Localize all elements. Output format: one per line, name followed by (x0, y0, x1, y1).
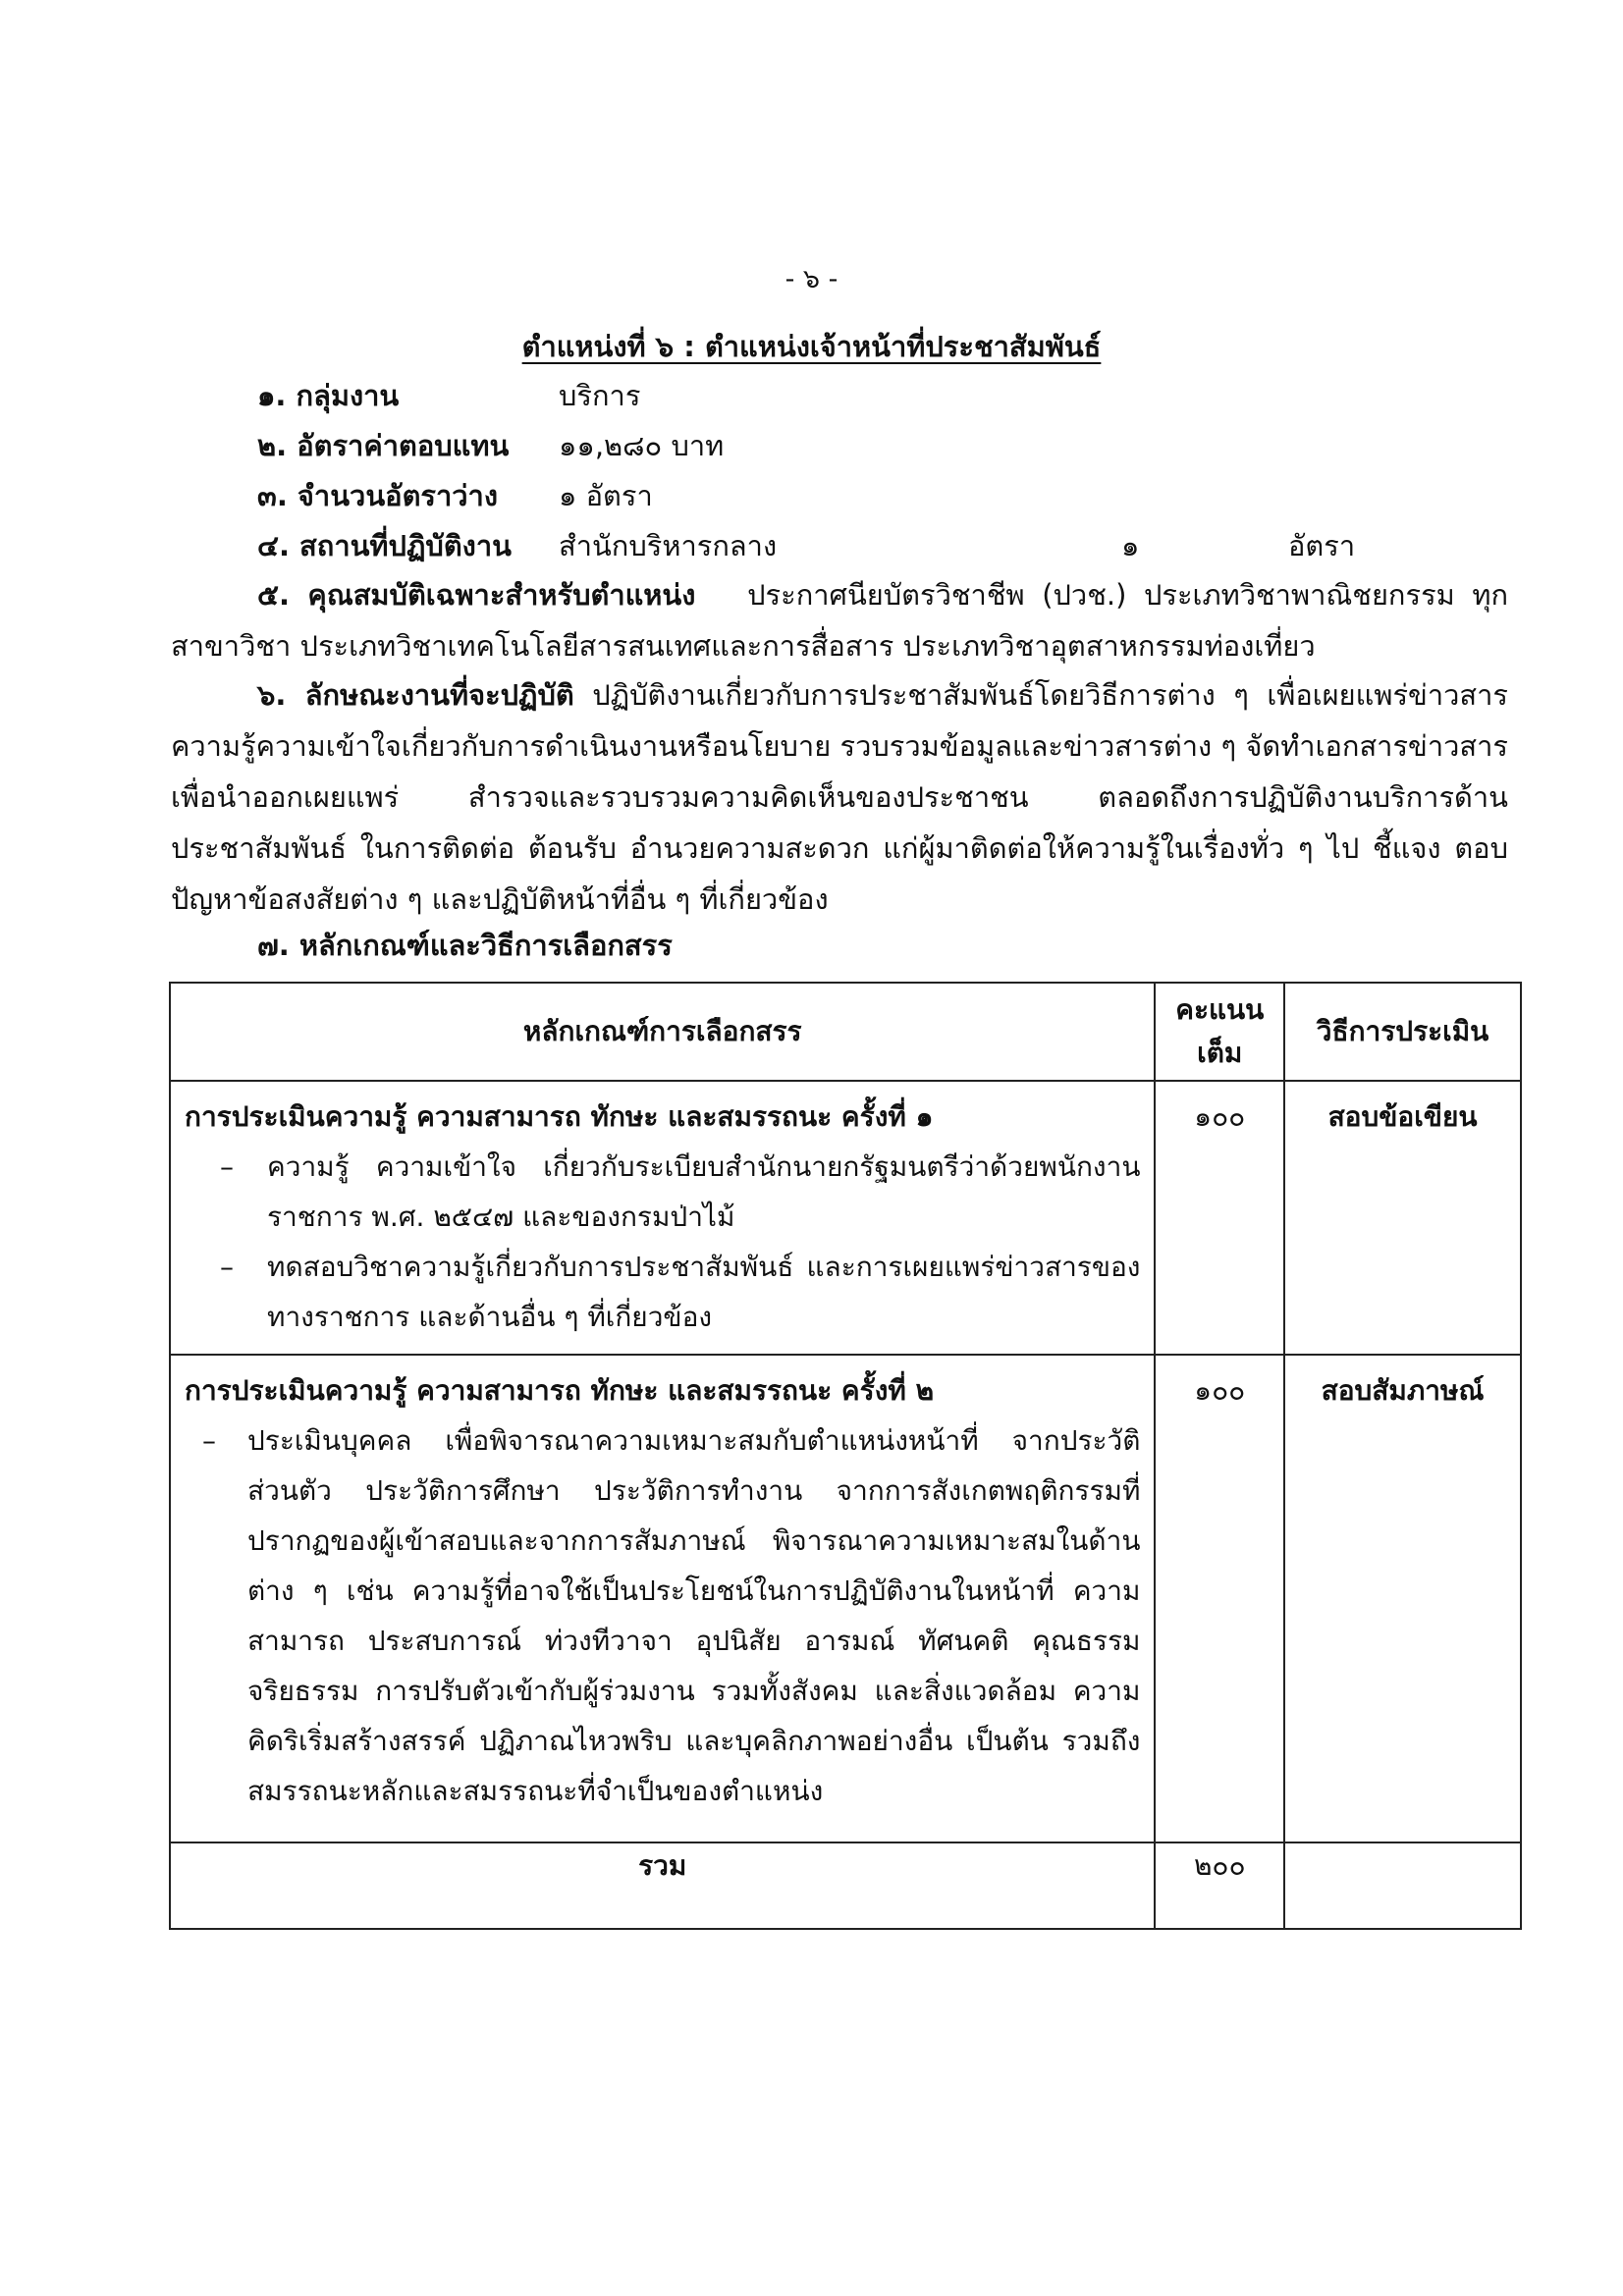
item-location-unit: อัตรา (1288, 529, 1356, 562)
header-score (1155, 983, 1284, 1081)
total-label: รวม (170, 1842, 1155, 1929)
item-location-value: สำนักบริหารกลาง (559, 529, 778, 562)
header-method: วิธีการประเมิน (1284, 983, 1521, 1081)
criteria-table (169, 982, 1522, 1930)
item-group (257, 373, 641, 418)
row2-bullet (185, 1415, 1140, 1816)
row2-criteria (170, 1355, 1155, 1842)
item-location-qty: ๑ (1121, 529, 1140, 562)
row1-bullet2-text: ทดสอบวิชาความรู้เกี่ยวกับการประชาสัมพันธ์ และการเผยแพร่ข่าวสารของทางราชการ และด้านอื่น ๆ ที่เกี่ยวข้อง (267, 1251, 1141, 1333)
row1-criteria (170, 1081, 1155, 1355)
criteria-heading (257, 923, 673, 968)
item-vacancy (257, 473, 653, 518)
dash-icon: – (202, 1424, 216, 1457)
row1-bullet1-text: ความรู้ ความเข้าใจ เกี่ยวกับระเบียบสำนักนายกรัฐมนตรีว่าด้วยพนักงานราชการ พ.ศ. ๒๕๔๗ และของกรมป่าไม้ (267, 1150, 1141, 1233)
duties-text: ปฏิบัติงานเกี่ยวกับการประชาสัมพันธ์โดยวิธีการต่าง ๆ เพื่อเผยแพร่ข่าวสาร ความรู้ความเข้าใจเกี่ยวกับการดำเนินงานหรือนโยบาย รวบรวมข้อมูลและข่าวสารต่าง ๆ จัดทำเอกสารข่าวสาร เพื่อนำออกเผยแพร่ สำรวจและรวบรวมความคิดเห็นของประชาชน ตลอดถึงการปฏิบัติงานบริการด้านประชาสัมพันธ์ ในการติดต่อ ต้อนรับ อำนวยความสะดวก แก่ผู้มาติดต่อให้ความรู้ในเรื่องทั่ว ๆ ไป ชี้แจง ตอบปัญหาข้อสงสัยต่าง ๆ และปฏิบัติหน้าที่อื่น ๆ ที่เกี่ยวข้อง (171, 678, 1508, 916)
qualification-text: ประกาศนียบัตรวิชาชีพ (ปวช.) ประเภทวิชาพาณิชยกรรม ทุกสาขาวิชา ประเภทวิชาเทคโนโลยีสารสนเทศและการสื่อสาร ประเภทวิชาอุตสาหกรรมท่องเที่ยว (171, 578, 1509, 663)
table-row (170, 1355, 1521, 1842)
header-score-line2: เต็ม (1197, 1037, 1243, 1069)
row2-score: ๑๐๐ (1155, 1355, 1284, 1842)
row1-bullet (185, 1242, 1140, 1342)
row1-title: การประเมินความรู้ ความสามารถ ทักษะ และสมรรถนะ ครั้งที่ ๑ (185, 1100, 934, 1133)
item-rate (257, 423, 725, 468)
item-location-label: ๔. สถานที่ปฏิบัติงาน (257, 529, 512, 562)
item-group-value: บริการ (559, 379, 641, 412)
total-score: ๒๐๐ (1155, 1842, 1284, 1929)
item-vacancy-label: ๓. จำนวนอัตราว่าง (257, 479, 498, 512)
row2-method: สอบสัมภาษณ์ (1284, 1355, 1521, 1842)
qualification-paragraph (171, 569, 1508, 671)
duties-paragraph (171, 669, 1508, 925)
table-total-row (170, 1842, 1521, 1929)
header-criteria: หลักเกณฑ์การเลือกสรร (170, 983, 1155, 1081)
item-group-label: ๑. กลุ่มงาน (257, 379, 400, 412)
item-vacancy-value: ๑ อัตรา (559, 479, 653, 512)
header-score-line1: คะแนน (1175, 993, 1265, 1026)
criteria-heading-text: ๗. หลักเกณฑ์และวิธีการเลือกสรร (257, 929, 673, 962)
table-row (170, 1081, 1521, 1355)
item-rate-value: ๑๑,๒๘๐ บาท (559, 429, 725, 462)
total-method-empty (1284, 1842, 1521, 1929)
dash-icon: – (220, 1251, 234, 1283)
duties-label: ๖. ลักษณะงานที่จะปฏิบัติ (257, 678, 574, 712)
row2-title: การประเมินความรู้ ความสามารถ ทักษะ และสมรรถนะ ครั้งที่ ๒ (185, 1374, 935, 1407)
table-header-row (170, 983, 1521, 1081)
page-number: - ๖ - (784, 264, 839, 294)
position-title: ตำแหน่งที่ ๖ : ตำแหน่งเจ้าหน้าที่ประชาสัมพันธ์ (521, 330, 1102, 363)
dash-icon: – (220, 1150, 234, 1183)
row1-method: สอบข้อเขียน (1284, 1081, 1521, 1355)
item-location (257, 523, 1356, 568)
item-rate-label: ๒. อัตราค่าตอบแทน (257, 429, 510, 462)
row1-bullet (185, 1142, 1140, 1242)
qualification-label: ๕. คุณสมบัติเฉพาะสำหรับตำแหน่ง (257, 578, 696, 612)
row1-score: ๑๐๐ (1155, 1081, 1284, 1355)
row2-bullet1-text: ประเมินบุคคล เพื่อพิจารณาความเหมาะสมกับตำแหน่งหน้าที่ จากประวัติส่วนตัว ประวัติการศึกษา ประวัติการทำงาน จากการสังเกตพฤติกรรมที่ปรากฏของผู้เข้าสอบและจากการสัมภาษณ์ พิจารณาความเหมาะสมในด้านต่าง ๆ เช่น ความรู้ที่อาจใช้เป็นประโยชน์ในการปฏิบัติงานในหน้าที่ ความสามารถ ประสบการณ์ ท่วงทีวาจา อุปนิสัย อารมณ์ ทัศนคติ คุณธรรม จริยธรรม การปรับตัวเข้ากับผู้ร่วมงาน รวมทั้งสังคม และสิ่งแวดล้อม ความคิดริเริ่มสร้างสรรค์ ปฏิภาณไหวพริบ และบุคลิกภาพอย่างอื่น เป็นต้น รวมถึงสมรรถนะหลักและสมรรถนะที่จำเป็นของตำแหน่ง (247, 1424, 1141, 1807)
